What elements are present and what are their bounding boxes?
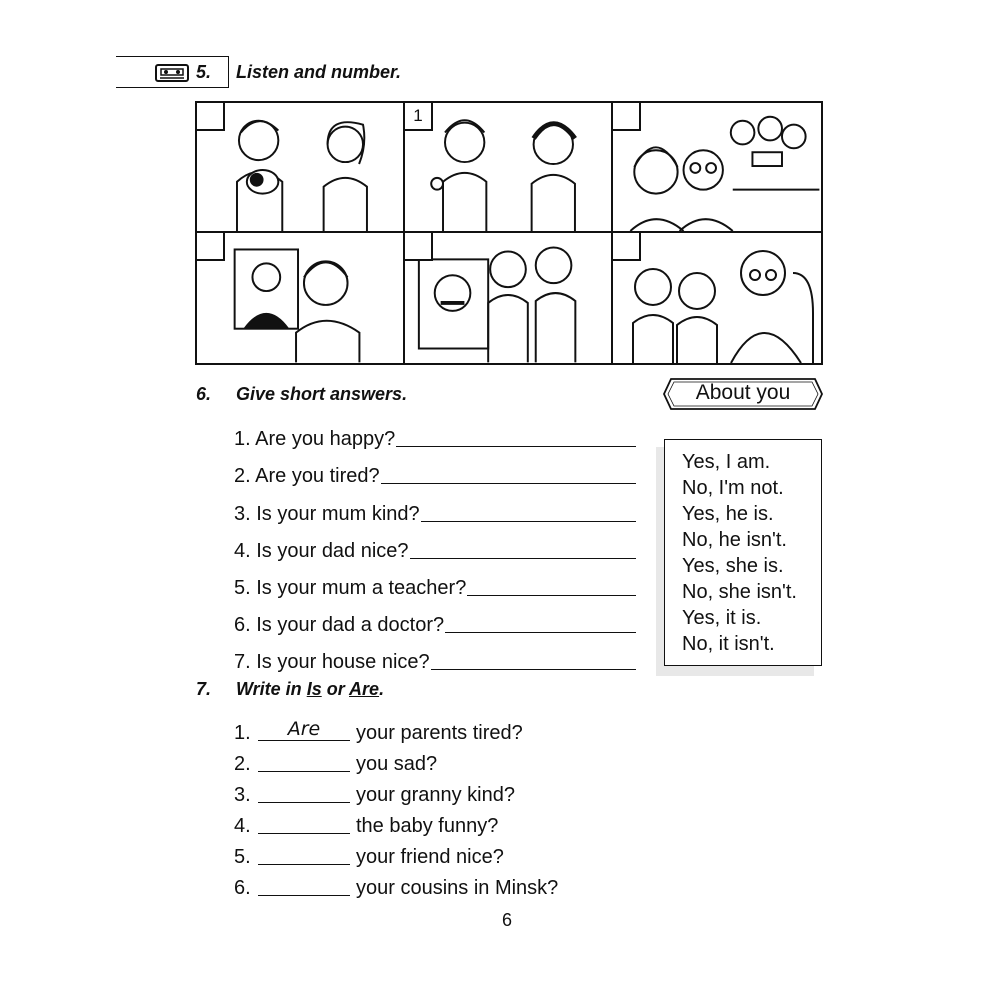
exercise-6-title: Give short answers. (236, 384, 408, 404)
picture-boy-with-dog (197, 103, 405, 233)
fill-row (234, 838, 558, 869)
fill-row (234, 807, 558, 838)
item-text: you sad? (356, 753, 438, 775)
number-box[interactable] (197, 103, 225, 131)
question-text: 5. Is your mum a teacher? (234, 576, 467, 599)
question-text: 6. Is your dad a doctor? (234, 614, 445, 637)
number-box[interactable] (197, 233, 225, 261)
short-answer: Yes, it is. (682, 607, 762, 629)
question-row (234, 563, 636, 600)
question-text: 7. Is your house nice? (234, 651, 430, 674)
cassette-icon (155, 64, 189, 82)
number-box[interactable]: 1 (405, 103, 433, 131)
picture-boy-with-portrait (197, 233, 405, 363)
answer-line[interactable] (467, 595, 636, 596)
answer-blank[interactable] (258, 749, 350, 772)
monster-drawing-illustration (405, 233, 611, 363)
answer-blank[interactable] (258, 873, 350, 896)
fill-row (234, 869, 558, 900)
question-row (234, 488, 636, 525)
answer-blank[interactable] (258, 780, 350, 803)
number-box[interactable] (613, 103, 641, 131)
exercise-5-title: Listen and number. (236, 62, 402, 82)
answer-blank[interactable]: Are (258, 718, 350, 741)
word-is: Is (306, 679, 322, 699)
question-row (234, 600, 636, 637)
exercise-7-title (236, 679, 384, 700)
item-text: your cousins in Minsk? (356, 877, 559, 899)
short-answer: Yes, she is. (682, 555, 784, 577)
picture-boy-with-mouse (405, 103, 613, 233)
page-number: 6 (502, 910, 513, 930)
boy-dog-girl-illustration (197, 103, 403, 231)
question-text: 1. Are you happy? (234, 428, 396, 451)
answer-line[interactable] (381, 483, 636, 484)
fill-row (234, 745, 558, 776)
item-index: 4. (234, 815, 251, 837)
picture-grandparents (613, 103, 821, 233)
short-answer: Yes, I am. (682, 451, 771, 473)
grandparents-illustration (613, 103, 821, 231)
fill-in-list (234, 714, 558, 900)
number-box[interactable] (405, 233, 433, 261)
answer-line[interactable] (431, 669, 636, 670)
item-text: your granny kind? (356, 784, 515, 806)
answer-blank[interactable] (258, 842, 350, 865)
item-text: your friend nice? (356, 846, 504, 868)
short-answer: No, I'm not. (682, 477, 784, 499)
answer-line[interactable] (421, 521, 636, 522)
title-suffix: . (379, 679, 385, 699)
exercise-5-number: 5. (196, 62, 212, 82)
question-row (234, 414, 636, 451)
question-list (234, 414, 636, 674)
fill-row (234, 776, 558, 807)
item-text: the baby funny? (356, 815, 499, 837)
question-text: 3. Is your mum kind? (234, 502, 420, 525)
word-are: Are (349, 679, 380, 699)
question-row (234, 637, 636, 674)
boy-mouse-girl-illustration (405, 103, 611, 231)
about-you-label: About you (695, 381, 791, 404)
answer-line[interactable] (396, 446, 636, 447)
answer-line[interactable] (410, 558, 636, 559)
picture-grid (195, 101, 823, 365)
exercise-7-number: 7. (196, 679, 212, 699)
question-row (234, 451, 636, 488)
item-index: 6. (234, 877, 251, 899)
question-text: 4. Is your dad nice? (234, 539, 409, 562)
question-row (234, 526, 636, 563)
item-index: 1. (234, 722, 251, 744)
number-box[interactable] (613, 233, 641, 261)
item-index: 3. (234, 784, 251, 806)
item-text: your parents tired? (356, 722, 523, 744)
answer-line[interactable] (445, 632, 636, 633)
fill-row (234, 714, 558, 745)
item-index: 2. (234, 753, 251, 775)
boy-portrait-illustration (197, 233, 403, 363)
short-answers-list (682, 449, 797, 657)
picture-monster-drawing (405, 233, 613, 363)
boys-granny-illustration (613, 233, 821, 363)
answer-blank[interactable] (258, 811, 350, 834)
title-prefix: Write in (236, 679, 307, 699)
short-answer: No, he isn't. (682, 529, 787, 551)
question-text: 2. Are you tired? (234, 465, 380, 488)
title-or: or (321, 679, 350, 699)
picture-boys-with-granny (613, 233, 821, 363)
exercise-6-number: 6. (196, 384, 212, 404)
short-answer: No, it isn't. (682, 633, 775, 655)
item-index: 5. (234, 846, 251, 868)
short-answer: Yes, he is. (682, 503, 774, 525)
short-answer: No, she isn't. (682, 581, 797, 603)
